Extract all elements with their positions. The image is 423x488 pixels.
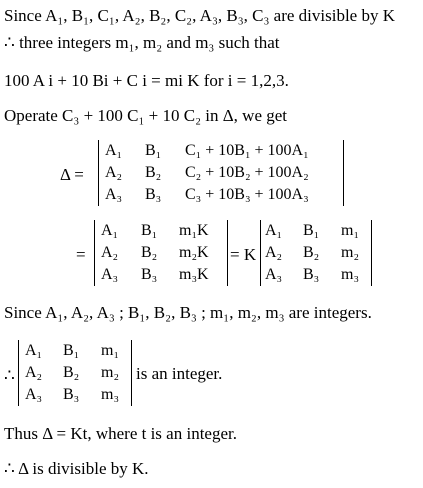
matrix-cell: A₁ xyxy=(265,222,283,239)
matrix-cell: m₁ xyxy=(101,342,120,359)
determinant-3 xyxy=(260,220,372,286)
matrix-cell: A₁ xyxy=(101,222,119,239)
matrix-cell: B₃ xyxy=(145,186,162,203)
matrix-cell: B₂ xyxy=(63,364,80,381)
matrix-cell: A₁ xyxy=(105,142,123,159)
matrix-cell: A₃ xyxy=(101,266,119,283)
equals-k-label: = K xyxy=(230,245,257,264)
matrix-cell: m₃ xyxy=(101,386,120,403)
matrix-cell: C₁ + 10B₁ + 100A₁ xyxy=(185,142,309,159)
matrix-cell: B₁ xyxy=(145,142,162,159)
matrix-cell: m₃ xyxy=(341,266,360,283)
therefore-symbol: ∴ xyxy=(4,366,15,385)
determinant-4 xyxy=(18,340,132,406)
matrix-cell: B₂ xyxy=(141,244,158,261)
matrix-cell: B₂ xyxy=(145,164,162,181)
text-line-5: Since A₁, A₂, A₃ ; B₁, B₂, B₃ ; m₁, m₂, m₃ are integers. xyxy=(4,303,372,322)
text-line-7: ∴ Δ is divisible by K. xyxy=(4,459,149,478)
text-line-2: ∴ three integers m₁, m₂ and m₃ such that xyxy=(4,33,280,52)
matrix-cell: B₃ xyxy=(141,266,158,283)
matrix-cell: A₃ xyxy=(25,386,43,403)
matrix-cell: m₂ xyxy=(101,364,120,381)
determinant-2 xyxy=(94,220,228,286)
matrix-cell: A₂ xyxy=(25,364,43,381)
text-line-6: Thus Δ = Kt, where t is an integer. xyxy=(4,424,237,443)
delta-equals-label: Δ = xyxy=(60,165,84,184)
matrix-cell: C₃ + 10B₃ + 100A₃ xyxy=(185,186,309,203)
matrix-cell: B₁ xyxy=(63,342,80,359)
matrix-cell: m₂K xyxy=(179,244,209,261)
matrix-cell: A₂ xyxy=(265,244,283,261)
matrix-cell: B₁ xyxy=(141,222,158,239)
matrix-cell: A₁ xyxy=(25,342,43,359)
matrix-cell: m₁K xyxy=(179,222,209,239)
matrix-cell: B₂ xyxy=(303,244,320,261)
text-line-3: 100 A i + 10 Bi + C i = mi K for i = 1,2,3. xyxy=(4,71,289,90)
matrix-cell: A₃ xyxy=(105,186,123,203)
text-line-1: Since A₁, B₁, C₁, A₂, B₂, C₂, A₃, B₃, C₃ are divisible by K xyxy=(4,6,395,25)
matrix-cell: A₂ xyxy=(101,244,119,261)
matrix-cell: C₂ + 10B₂ + 100A₂ xyxy=(185,164,309,181)
matrix-cell: B₃ xyxy=(303,266,320,283)
matrix-cell: A₃ xyxy=(265,266,283,283)
equals-sign: = xyxy=(76,245,86,264)
determinant-1 xyxy=(98,140,344,206)
matrix-cell: m₃K xyxy=(179,266,209,283)
is-integer-label: is an integer. xyxy=(136,364,223,383)
matrix-cell: A₂ xyxy=(105,164,123,181)
matrix-cell: B₃ xyxy=(63,386,80,403)
matrix-cell: B₁ xyxy=(303,222,320,239)
text-line-4: Operate C₃ + 100 C₁ + 10 C₂ in Δ, we get xyxy=(4,106,288,125)
matrix-cell: m₂ xyxy=(341,244,360,261)
matrix-cell: m₁ xyxy=(341,222,360,239)
